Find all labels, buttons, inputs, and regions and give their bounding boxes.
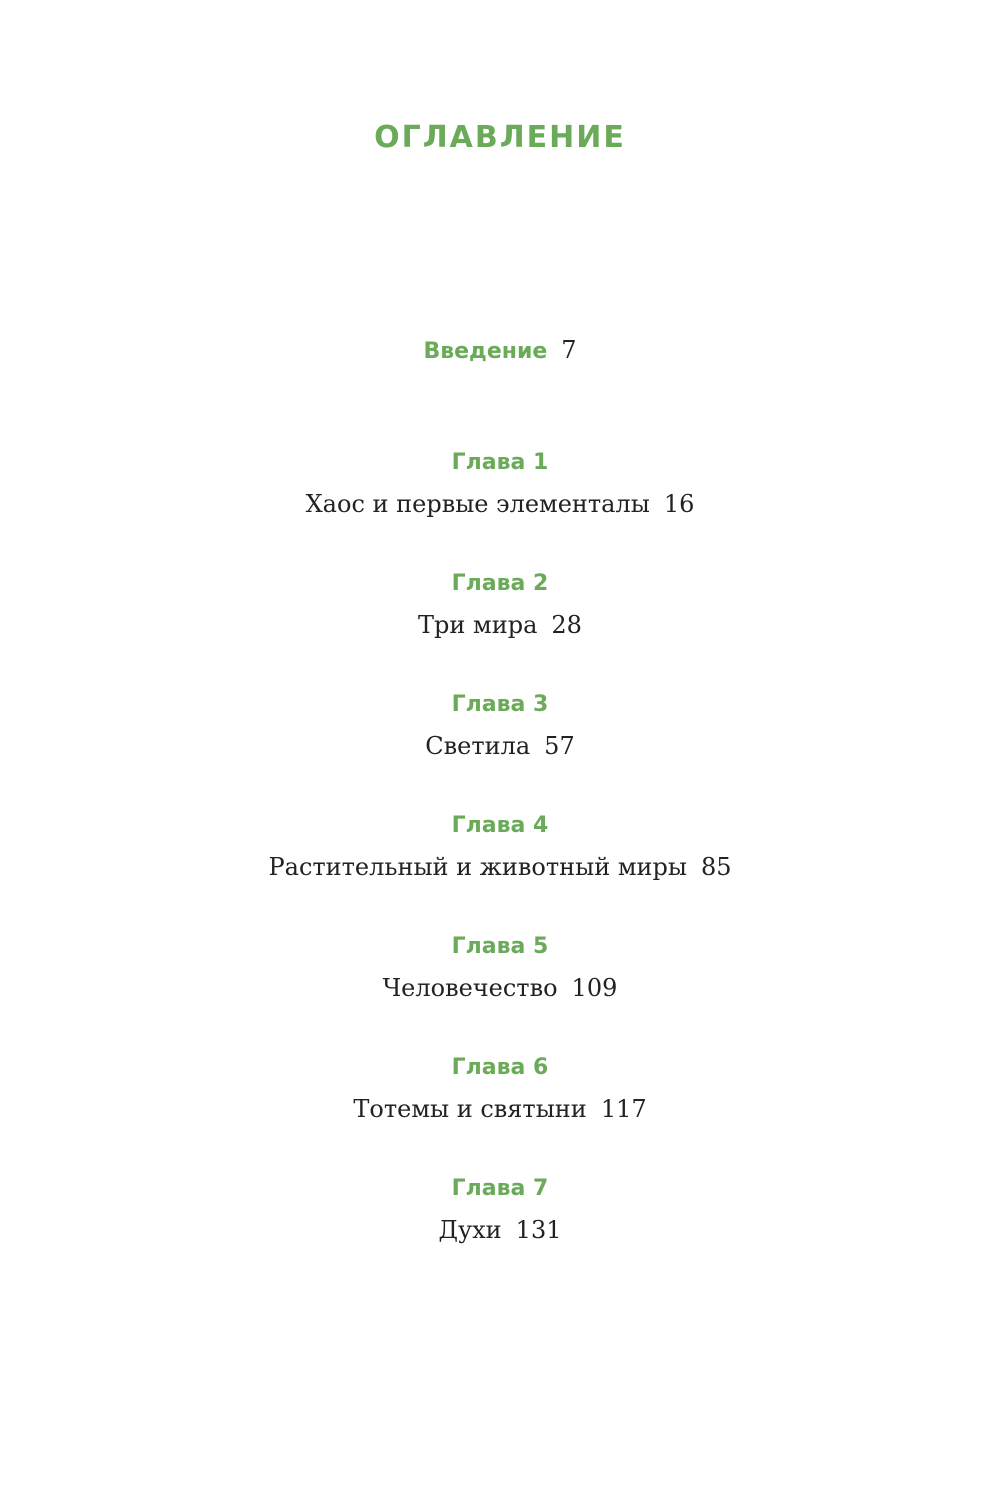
chapter-line — [0, 1092, 1000, 1126]
chapter-page-number: 131 — [515, 1216, 562, 1244]
chapter-label: Глава 4 — [451, 813, 549, 838]
chapter-page-number: 117 — [600, 1095, 647, 1123]
chapter-page-number: 109 — [571, 974, 618, 1002]
chapter-label: Глава 7 — [451, 1176, 549, 1201]
chapter-entry-7 — [0, 1173, 1000, 1294]
chapter-entry-6 — [0, 1052, 1000, 1173]
chapter-title: Светила — [425, 732, 531, 760]
chapter-title: Тотемы и святыни — [353, 1095, 587, 1123]
chapter-title: Растительный и животный миры — [268, 853, 687, 881]
chapter-entry-2 — [0, 568, 1000, 689]
chapter-line — [0, 487, 1000, 521]
chapter-title: Человечество — [382, 974, 558, 1002]
toc-intro-entry — [0, 334, 1000, 370]
chapter-list — [0, 447, 1000, 1294]
chapter-page-number: 57 — [544, 732, 575, 760]
chapter-title: Хаос и первые элементалы — [305, 490, 650, 518]
chapter-page-number: 16 — [663, 490, 695, 518]
chapter-line — [0, 1213, 1000, 1247]
chapter-label: Глава 6 — [451, 1055, 549, 1080]
chapter-label: Глава 5 — [451, 934, 549, 959]
chapter-entry-1 — [0, 447, 1000, 568]
chapter-line — [0, 850, 1000, 884]
chapter-page-number: 85 — [700, 853, 732, 881]
intro-label: Введение — [423, 339, 548, 364]
chapter-title: Духи — [438, 1216, 502, 1244]
intro-page-number: 7 — [561, 336, 577, 364]
toc-title: ОГЛАВЛЕНИЕ — [374, 120, 626, 155]
chapter-line — [0, 608, 1000, 642]
chapter-title: Три мира — [418, 611, 538, 639]
chapter-label: Глава 2 — [451, 571, 549, 596]
chapter-label: Глава 3 — [451, 692, 549, 717]
chapter-entry-4 — [0, 810, 1000, 931]
chapter-page-number: 28 — [551, 611, 582, 639]
chapter-entry-3 — [0, 689, 1000, 810]
chapter-line — [0, 971, 1000, 1005]
chapter-entry-5 — [0, 931, 1000, 1052]
chapter-label: Глава 1 — [451, 450, 549, 475]
chapter-line — [0, 729, 1000, 763]
